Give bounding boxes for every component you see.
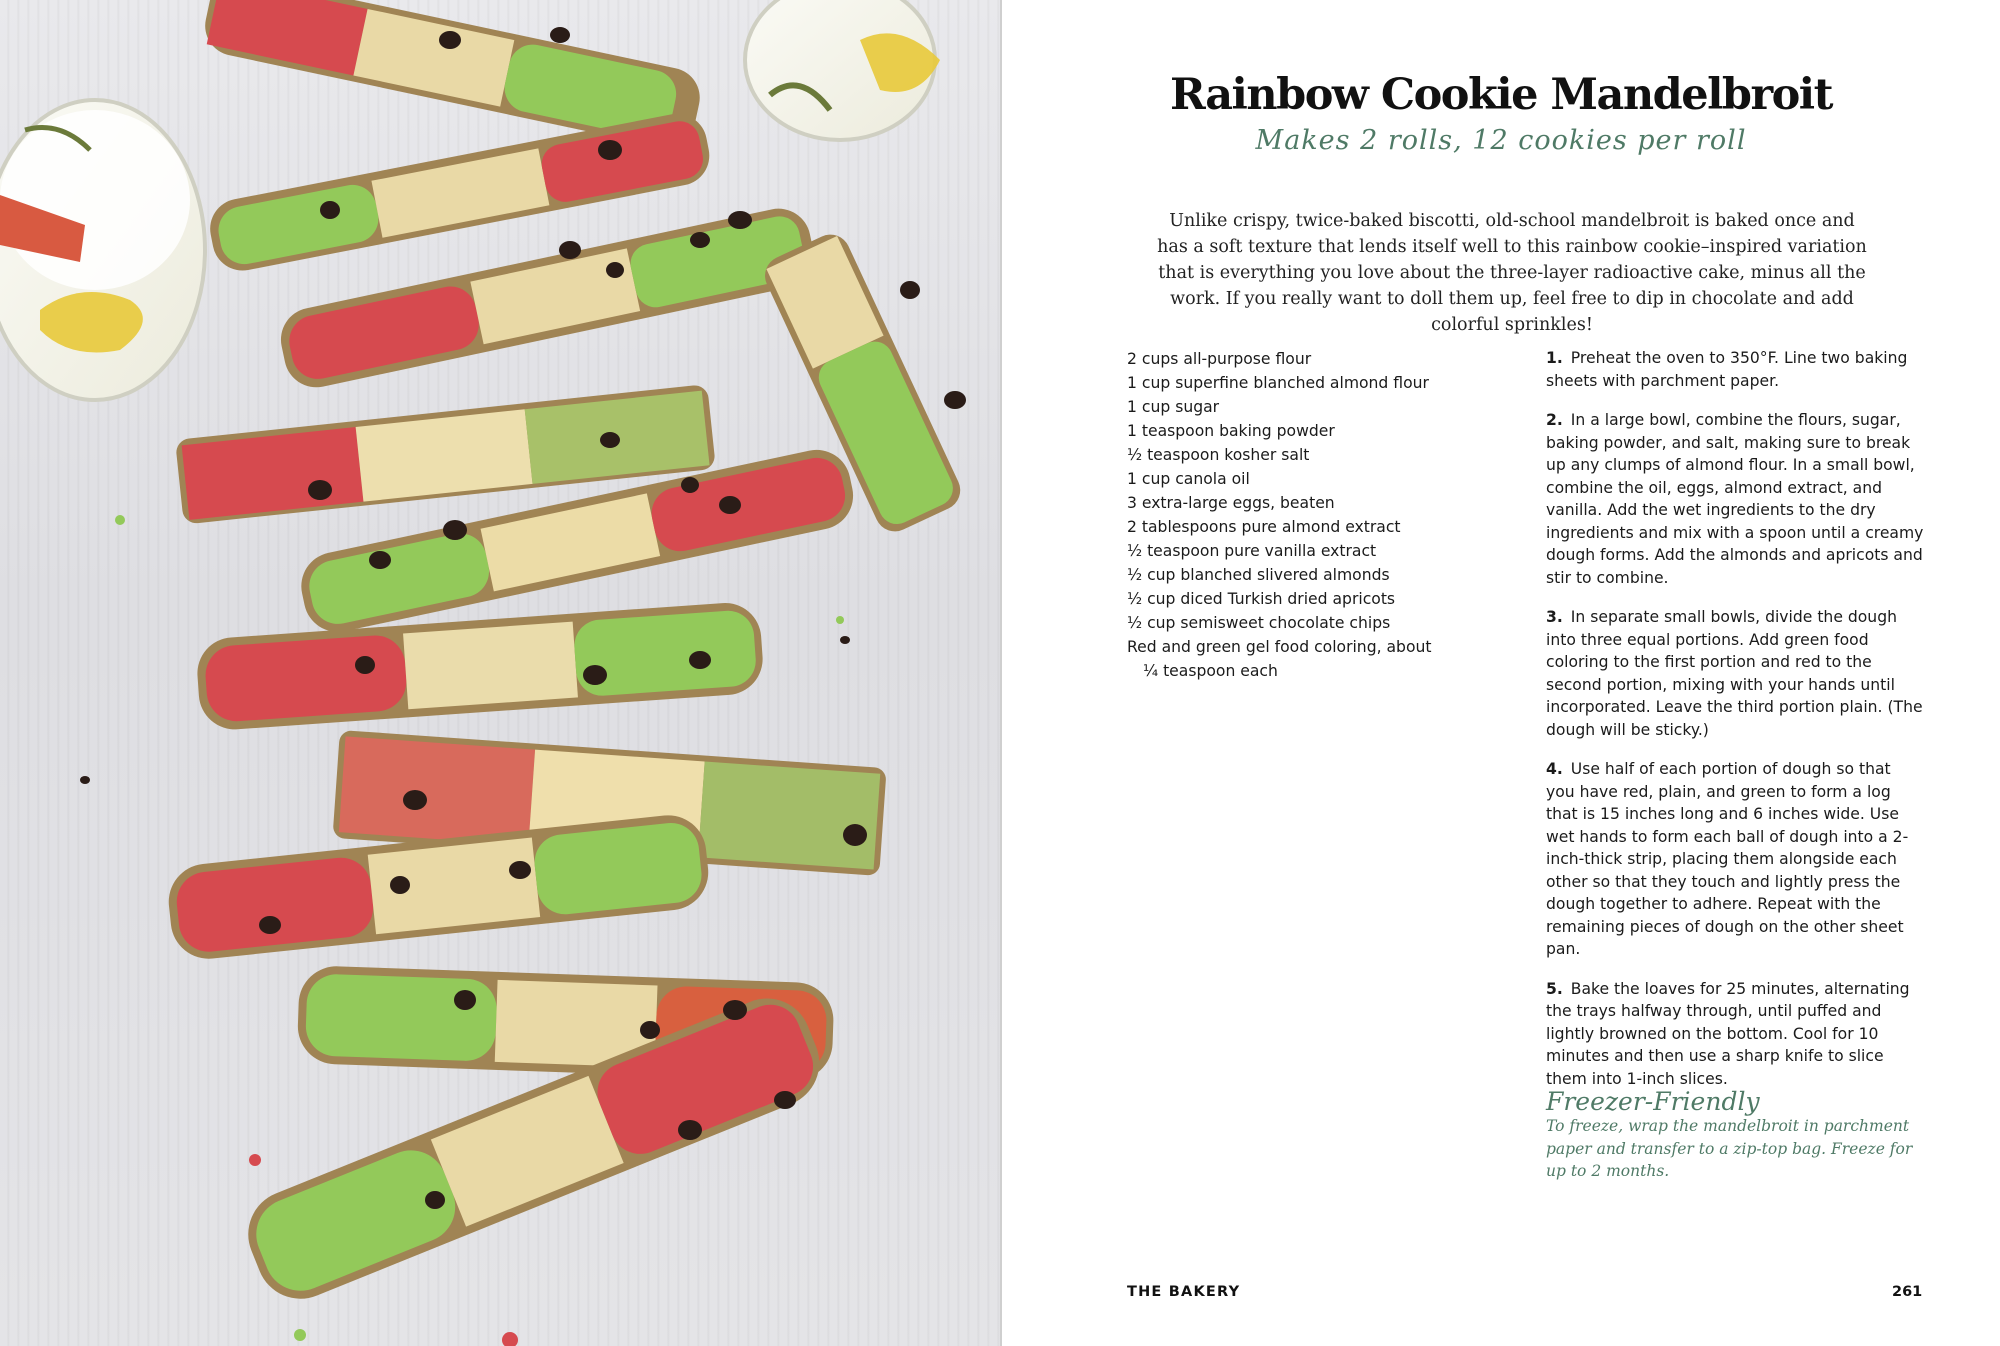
step-text: In a large bowl, combine the flours, sugar, baking powder, and salt, making sure to break up any clumps of almond flour. In a small bowl, combine the oil, eggs, almond extract, and vanilla. Add the wet ingredients to the dry ingredients and mix with a spoon until a creamy dough forms. Add the almonds and apricots and stir to combine. (1546, 411, 1924, 587)
page-number: 261 (1892, 1284, 1923, 1300)
recipe-intro: Unlike crispy, twice-baked biscotti, old-school mandelbroit is baked once and has a soft texture that lends itself well to this rainbow cookie–inspired variation that is everything you love about the three-layer radioactive cake, minus all the work. If you really want to doll them up, feel free to dip in chocolate and add colorful sprinkles! (1157, 211, 1867, 335)
step-text: Bake the loaves for 25 minutes, alternating the trays halfway through, until puffed and lightly browned on the bottom. Cool for 10 minutes and then use a sharp knife to slice them into 1-inch slices. (1546, 979, 1910, 1088)
ingredient-item: ½ cup diced Turkish dried apricots (1127, 590, 1396, 608)
ingredient-item: 2 cups all-purpose flour (1127, 350, 1312, 368)
cookie-slices (165, 0, 967, 1312)
step-number: 5. (1546, 979, 1563, 998)
ingredient-item: 1 cup sugar (1127, 398, 1220, 416)
recipe-title: Rainbow Cookie Mandelbroit (1169, 70, 1833, 120)
ingredient-item: ½ teaspoon kosher salt (1127, 446, 1310, 464)
method-step (1546, 347, 1924, 392)
footer-section-name: THE BAKERY (1127, 1284, 1241, 1300)
ingredient-item: 1 cup superfine blanched almond flour (1127, 374, 1429, 392)
ingredient-item: 3 extra-large eggs, beaten (1127, 494, 1335, 512)
milk-glass-top (745, 0, 940, 140)
method-step (1546, 758, 1924, 961)
ingredient-item: ½ cup blanched slivered almonds (1127, 566, 1390, 584)
step-number: 1. (1546, 349, 1563, 367)
ingredient-continuation: ¼ teaspoon each (1143, 662, 1278, 680)
step-number: 4. (1546, 760, 1563, 778)
step-number: 2. (1546, 411, 1563, 429)
step-number: 3. (1546, 608, 1563, 626)
method-steps (1546, 347, 1924, 1107)
milk-glass-left (0, 100, 205, 400)
tip-text: To freeze, wrap the mandelbroit in parchment paper and transfer to a zip-top bag. Freeze for up to 2 months. (1546, 1117, 1913, 1180)
method-step (1546, 606, 1924, 741)
ingredient-item (1127, 635, 1457, 683)
step-text: Use half of each portion of dough so that you have red, plain, and green to form a log that is 15 inches long and 6 inches wide. Use wet hands to form each ball of dough into a 2-inch-thick strip, placing them alongside each other so that they touch and lightly press the dough together to adhere. Repeat with the remaining pieces of dough on the other sheet pan. (1546, 760, 1909, 958)
ingredient-item: 1 cup canola oil (1127, 470, 1250, 488)
method-step (1546, 409, 1924, 589)
ingredient-item: 2 tablespoons pure almond extract (1127, 518, 1401, 536)
step-text: Preheat the oven to 350°F. Line two baking sheets with parchment paper. (1546, 349, 1908, 390)
ingredient-text: Red and green gel food coloring, about (1127, 638, 1432, 656)
ingredient-item: 1 teaspoon baking powder (1127, 422, 1335, 440)
ingredient-list (1127, 347, 1457, 683)
ingredient-item: ½ cup semisweet chocolate chips (1127, 614, 1391, 632)
tip-heading: Freezer-Friendly (1546, 1087, 1760, 1116)
method-step (1546, 978, 1924, 1091)
recipe-page (1002, 0, 2000, 1346)
recipe-yield: Makes 2 rolls, 12 cookies per roll (1255, 125, 1747, 156)
step-text: In separate small bowls, divide the dough into three equal portions. Add green food coloring to the first portion and red to the second portion, mixing with your hands until incorporated. Leave the third portion plain. (The dough will be sticky.) (1546, 608, 1923, 739)
ingredient-item: ½ teaspoon pure vanilla extract (1127, 542, 1377, 560)
